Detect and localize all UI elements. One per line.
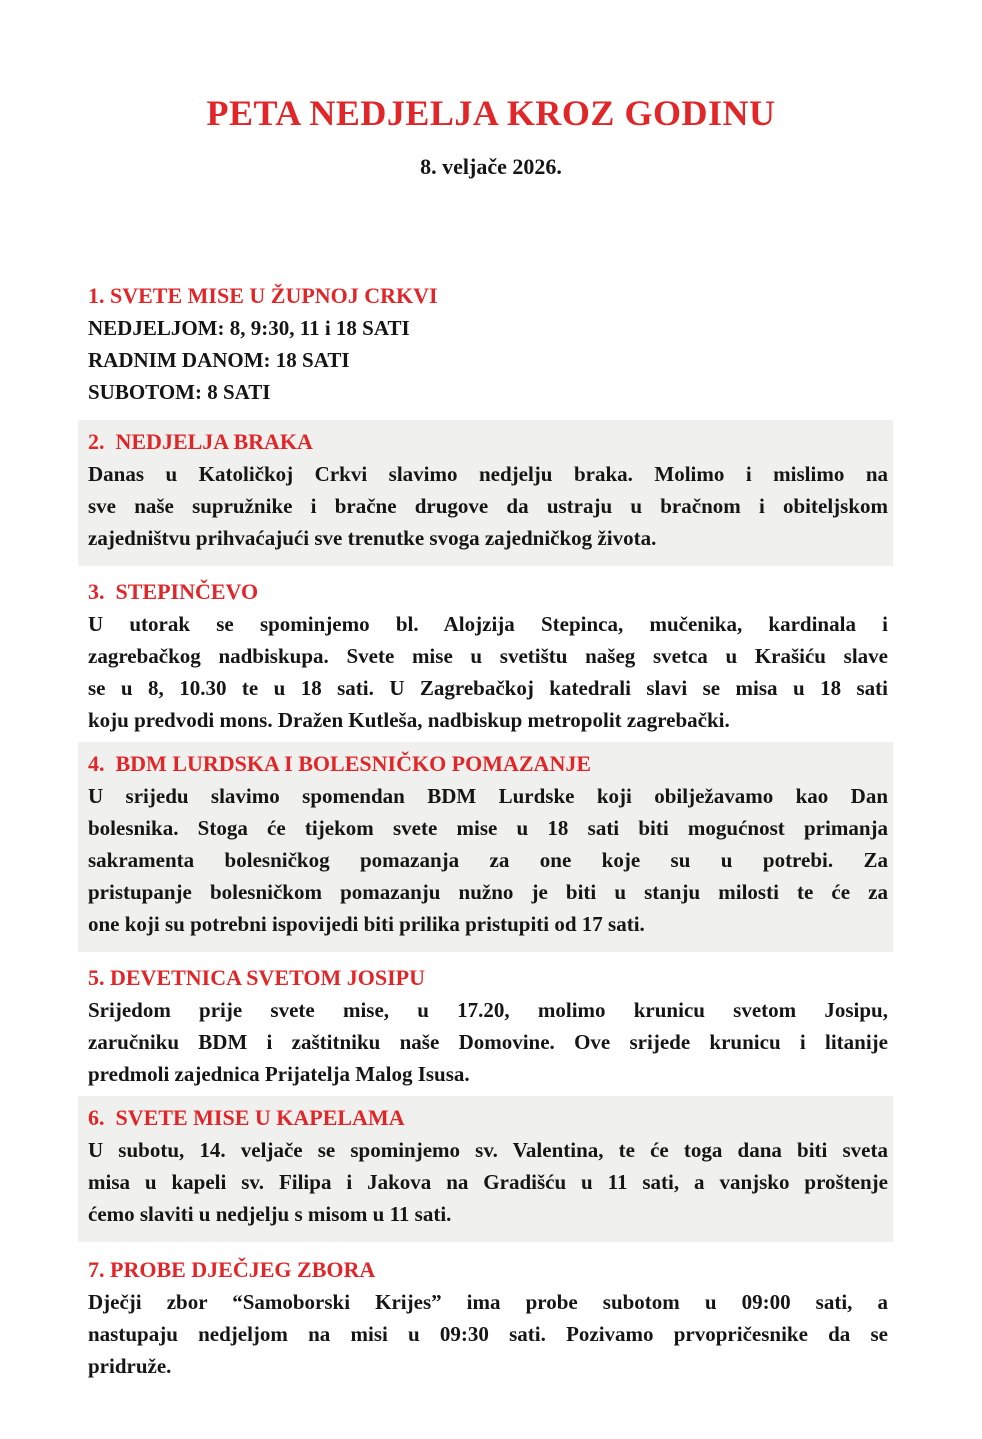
section-heading: 7. PROBE DJEČJEG ZBORA xyxy=(88,1257,376,1282)
section-1-svete-mise-u-zupnoj-crkvi xyxy=(0,276,982,414)
body-line: NEDJELJOM: 8, 9:30, 11 i 18 SATI xyxy=(88,316,410,340)
body-line: RADNIM DANOM: 18 SATI xyxy=(88,348,350,372)
section-heading: 3. STEPINČEVO xyxy=(88,579,259,604)
body-line: U srijedu slavimo spomendan BDM Lurdske koji obilježavamo kao Dan xyxy=(88,784,888,808)
section-heading: 2. NEDJELJA BRAKA xyxy=(88,429,313,454)
section-2-nedjelja-braka xyxy=(78,420,893,566)
section-6-svete-mise-u-kapelama xyxy=(78,1096,893,1242)
section-heading: 5. DEVETNICA SVETOM JOSIPU xyxy=(88,965,425,990)
body-line: predmoli zajednica Prijatelja Malog Isusa. xyxy=(88,1062,470,1086)
body-line: sakramenta bolesničkog pomazanja za one koje su u potrebi. Za xyxy=(88,848,888,872)
section-4-bdm-lurdska-i-bolesnicko-pomazanje xyxy=(78,742,893,952)
section-3-stepincevo xyxy=(0,572,982,742)
section-heading: 6. SVETE MISE U KAPELAMA xyxy=(88,1105,405,1130)
section-heading: 4. BDM LURDSKA I BOLESNIČKO POMAZANJE xyxy=(88,751,592,776)
section-5-devetnica-svetom-josipu xyxy=(0,958,982,1096)
body-line: bolesnika. Stoga će tijekom svete mise u 18 sati biti mogućnost primanja xyxy=(88,816,888,840)
body-line: U utorak se spominjemo bl. Alojzija Stepinca, mučenika, kardinala i xyxy=(88,612,888,636)
bulletin-content xyxy=(0,276,982,1388)
body-line: Dječji zbor “Samoborski Krijes” ima probe subotom u 09:00 sati, a xyxy=(88,1290,888,1314)
body-line: zaručniku BDM i zaštitniku naše Domovine. Ove srijede krunicu i litanije xyxy=(88,1030,888,1054)
body-line: Danas u Katoličkoj Crkvi slavimo nedjelju braka. Molimo i mislimo na xyxy=(88,462,888,486)
body-line: Srijedom prije svete mise, u 17.20, molimo krunicu svetom Josipu, xyxy=(88,998,888,1022)
section-7-probe-djecjeg-zbora xyxy=(0,1250,982,1388)
body-line: one koji su potrebni ispovijedi biti prilika pristupiti od 17 sati. xyxy=(88,912,645,936)
body-line: ćemo slaviti u nedjelju s misom u 11 sati. xyxy=(88,1202,452,1226)
body-line: sve naše supružnike i bračne drugove da ustraju u bračnom i obiteljskom xyxy=(88,494,888,518)
page-date: 8. veljače 2026. xyxy=(420,154,562,179)
body-line: U subotu, 14. veljače se spominjemo sv. Valentina, te će toga dana biti sveta xyxy=(88,1138,888,1162)
section-heading: 1. SVETE MISE U ŽUPNOJ CRKVI xyxy=(88,283,438,308)
body-line: se u 8, 10.30 te u 18 sati. U Zagrebačkoj katedrali slavi se misa u 18 sati xyxy=(88,676,888,700)
body-line: zagrebačkog nadbiskupa. Svete mise u svetištu našeg svetca u Krašiću slave xyxy=(88,644,888,668)
body-line: nastupaju nedjeljom na misi u 09:30 sati. Pozivamo prvopričesnike da se xyxy=(88,1322,888,1346)
body-line: pridruže. xyxy=(88,1354,172,1378)
body-line: zajedništvu prihvaćajući sve trenutke svoga zajedničkog života. xyxy=(88,526,657,550)
body-line: pristupanje bolesničkom pomazanju nužno je biti u stanju milosti te će za xyxy=(88,880,888,904)
body-line: koju predvodi mons. Dražen Kutleša, nadbiskup metropolit zagrebački. xyxy=(88,708,730,732)
body-line: misa u kapeli sv. Filipa i Jakova na Gradišću u 11 sati, a vanjsko proštenje xyxy=(88,1170,888,1194)
body-line: SUBOTOM: 8 SATI xyxy=(88,380,271,404)
page-title: PETA NEDJELJA KROZ GODINU xyxy=(206,93,776,133)
